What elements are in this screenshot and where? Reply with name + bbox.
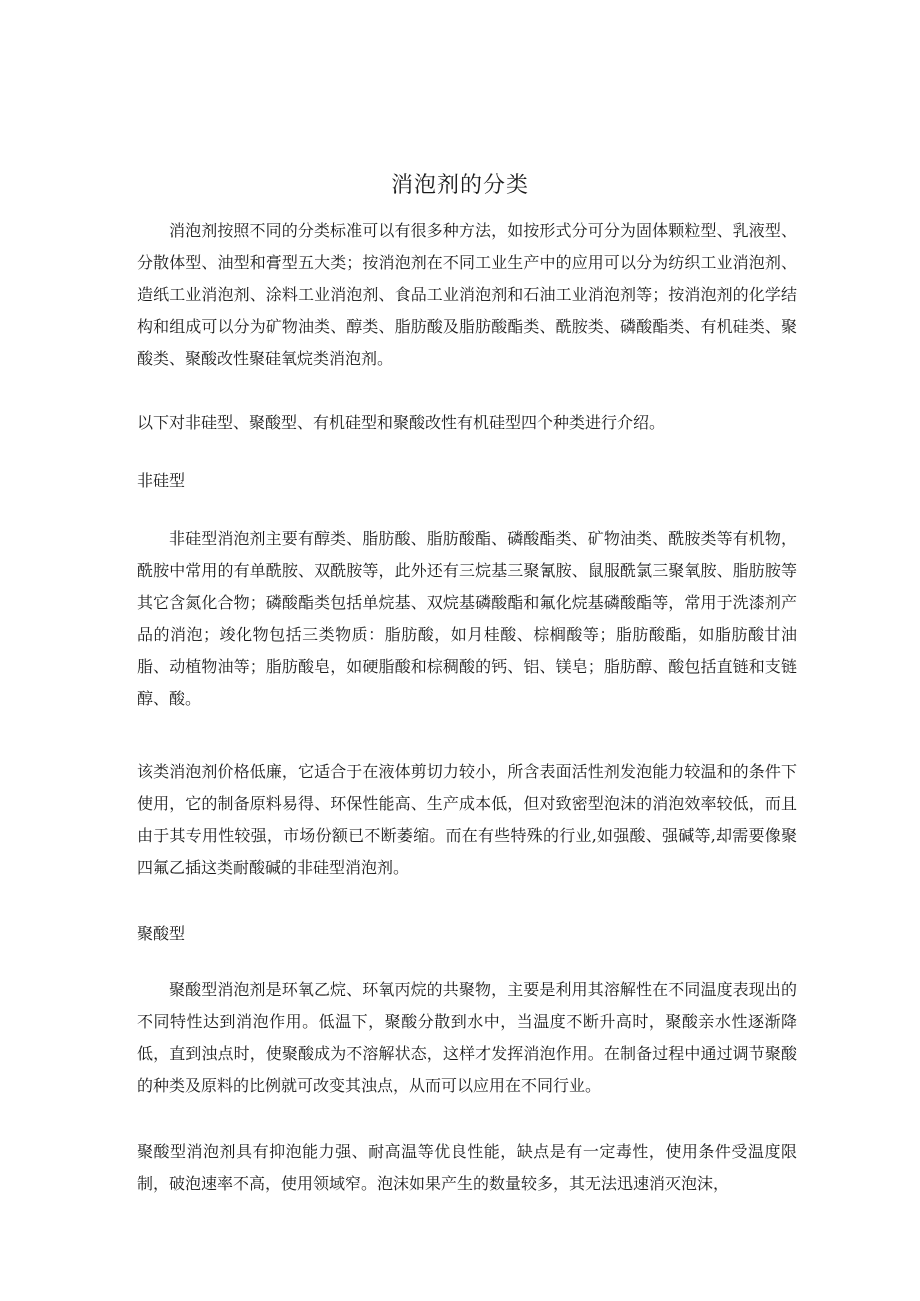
non-silicone-paragraph-1: 非硅型消泡剂主要有醇类、脂肪酸、脂肪酸酯、磷酸酯类、矿物油类、酰胺类等有机物，酰胺中常用的有单酰胺、双酰胺等，此外还有三烷基三聚氰胺、鼠服酰氯三聚氧胺、脂肪胺等其它含氮化合物；磷酸酯类包括单烷基、双烷基磷酸酯和氟化烷基磷酸酯等，常用于洗漆剂产品的消泡；竣化物包括三类物质：脂肪酸，如月桂酸、棕榈酸等；脂肪酸酯，如脂肪酸甘油脂、动植物油等；脂肪酸皂，如硬脂酸和棕稠酸的钙、铝、镁皂；脂肪醇、酸包括直链和支链醇、酸。 <box>137 529 797 708</box>
overview-paragraph: 以下对非硅型、聚酸型、有机硅型和聚酸改性有机硅型四个种类进行介绍。 <box>137 413 666 432</box>
intro-paragraph: 消泡剂按照不同的分类标准可以有很多种方法，如按形式分可分为固体颗粒型、乳液型、分散体型、油型和膏型五大类；按消泡剂在不同工业生产中的应用可以分为纺织工业消泡剂、造纸工业消泡剂、涂料工业消泡剂、食品工业消泡剂和石油工业消泡剂等；按消泡剂的化学结构和组成可以分为矿物油类、醇类、脂肪酸及脂肪酸酯类、酰胺类、磷酸酯类、有机硅类、聚酸类、聚酸改性聚硅氧烷类消泡剂。 <box>137 221 797 368</box>
non-silicone-paragraph-2: 该类消泡剂价格低廉，它适合于在液体剪切力较小，所含表面活性剂发泡能力较温和的条件下使用，它的制备原料易得、环保性能高、生产成本低，但对致密型泡沫的消泡效率较低，而且由于其专用性较强，市场份额已不断萎缩。而在有些特殊的行业,如强酸、强碱等,却需要像聚四氟乙插这类耐酸碱的非硅型消泡剂。 <box>137 762 797 877</box>
section-heading-non-silicone: 非硅型 <box>137 471 186 490</box>
polyether-paragraph-2: 聚酸型消泡剂具有抑泡能力强、耐高温等优良性能，缺点是有一定毒性，使用条件受温度限制，破泡速率不高，使用领域窄。泡沫如果产生的数量较多，其无法迅速消灭泡沫， <box>137 1142 797 1193</box>
polyether-paragraph-1: 聚酸型消泡剂是环氧乙烷、环氧丙烷的共聚物，主要是利用其溶解性在不同温度表现出的不同特性达到消泡作用。低温下，聚酸分散到水中，当温度不断升高时，聚酸亲水性逐渐降低，直到浊点时，使聚酸成为不溶解状态，这样才发挥消泡作用。在制备过程中通过调节聚酸的种类及原料的比例就可改变其浊点，从而可以应用在不同行业。 <box>137 980 797 1095</box>
section-heading-polyether: 聚酸型 <box>137 924 186 943</box>
document-title: 消泡剂的分类 <box>390 173 529 198</box>
